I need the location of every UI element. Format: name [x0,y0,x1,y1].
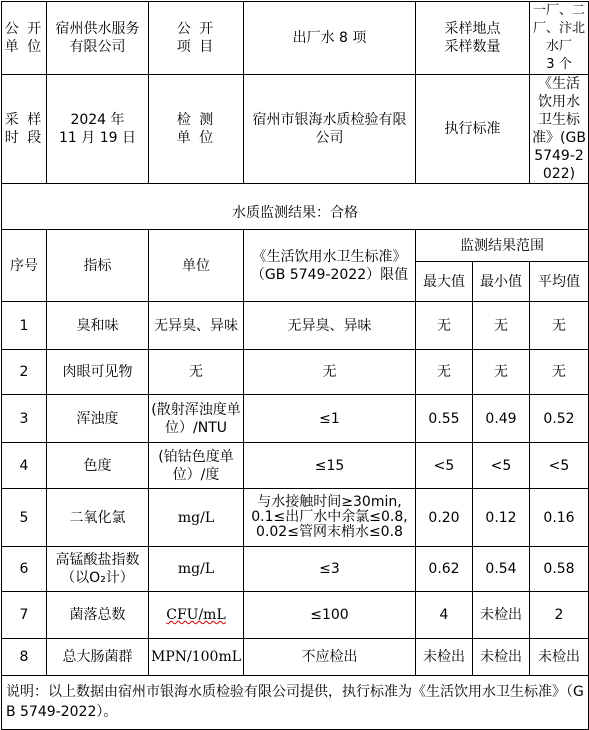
row-min: 无 [473,302,530,350]
row-max: 0.20 [416,489,473,547]
row-index: 1 [2,302,47,350]
col-min-header: 最小值 [473,262,530,302]
row-min: 未检出 [473,592,530,639]
row-indicator: 高锰酸盐指数（以O₂计） [47,547,149,592]
row-index: 7 [2,592,47,639]
row-avg: 0.16 [530,489,589,547]
table-row [2,350,589,395]
col-range-header: 监测结果范围 [416,230,589,262]
public-unit-value: 宿州供水服务有限公司 [47,2,149,75]
water-quality-table [1,1,589,730]
row-limit: ≤3 [244,547,416,592]
public-unit-label: 公 开 单 位 [2,2,47,75]
footnote: 说明：以上数据由宿州市银海水质检验有限公司提供，执行标准为《生活饮用水卫生标准》（GB 5749-2022）。 [2,676,589,730]
row-indicator: 菌落总数 [47,592,149,639]
row-indicator: 浑浊度 [47,395,149,443]
row-min: 0.49 [473,395,530,443]
sampling-period-value: 2024 年 11 月 19 日 [47,75,149,184]
row-unit: mg/L [149,547,244,592]
row-avg: 0.58 [530,547,589,592]
row-index: 4 [2,443,47,489]
table-row [2,639,589,676]
row-unit-cell [149,592,244,639]
row-indicator: 臭和味 [47,302,149,350]
row-avg: 0.52 [530,395,589,443]
row-indicator: 肉眼可见物 [47,350,149,395]
row-unit: (铂钴色度单位）/度 [149,443,244,489]
table-row [2,395,589,443]
row-unit: (散射浑浊度单位）/NTU [149,395,244,443]
sampling-site-label: 采样地点 采样数量 [416,2,530,75]
row-indicator: 二氧化氯 [47,489,149,547]
row-max: 4 [416,592,473,639]
row-limit: ≤15 [244,443,416,489]
standard-value: 《生活饮用水卫生标准》(GB 5749-2022) [530,75,589,184]
row-min: 0.54 [473,547,530,592]
row-limit: 不应检出 [244,639,416,676]
table-row [2,547,589,592]
spacer-row [2,184,589,198]
row-index: 2 [2,350,47,395]
row-min: 0.12 [473,489,530,547]
col-avg-header: 平均值 [530,262,589,302]
row-indicator: 色度 [47,443,149,489]
row-max: 未检出 [416,639,473,676]
row-index: 8 [2,639,47,676]
row-min: <5 [473,443,530,489]
row-unit: 无 [149,350,244,395]
row-limit: ≤1 [244,395,416,443]
row-max: 0.55 [416,395,473,443]
row-index: 3 [2,395,47,443]
row-unit: mg/L [149,489,244,547]
row-avg: 无 [530,302,589,350]
result-line: 水质监测结果：合格 [2,198,589,230]
row-unit: 无异臭、异味 [149,302,244,350]
sampling-period-label: 采 样 时 段 [2,75,47,184]
col-index-header: 序号 [2,230,47,302]
table-row [2,302,589,350]
row-min: 无 [473,350,530,395]
row-min: 未检出 [473,639,530,676]
row-unit: CFU/mL [166,607,226,623]
row-limit: 无异臭、异味 [244,302,416,350]
table-row [2,592,589,639]
row-index: 6 [2,547,47,592]
public-item-label: 公 开 项 目 [149,2,244,75]
row-avg: 2 [530,592,589,639]
col-max-header: 最大值 [416,262,473,302]
row-limit: 无 [244,350,416,395]
row-indicator: 总大肠菌群 [47,639,149,676]
row-index: 5 [2,489,47,547]
col-indicator-header: 指标 [47,230,149,302]
row-avg: 无 [530,350,589,395]
row-limit: ≤100 [244,592,416,639]
inspection-unit-label: 检 测 单 位 [149,75,244,184]
sampling-site-value: 一厂、二厂、汴北水厂 3 个 [530,2,589,75]
row-avg: 未检出 [530,639,589,676]
row-limit: 与水接触时间≥30min, 0.1≤出厂水中余氯≤0.8, 0.02≤管网末梢水≤0.8 [244,489,416,547]
row-max: 0.62 [416,547,473,592]
table-row [2,443,589,489]
table-row [2,489,589,547]
public-item-value: 出厂水 8 项 [244,2,416,75]
row-max: <5 [416,443,473,489]
row-unit: MPN/100mL [149,639,244,676]
col-unit-header: 单位 [149,230,244,302]
row-max: 无 [416,302,473,350]
row-avg: <5 [530,443,589,489]
standard-label: 执行标准 [416,75,530,184]
col-limit-header: 《生活饮用水卫生标准》（GB 5749-2022）限值 [244,230,416,302]
inspection-unit-value: 宿州市银海水质检验有限公司 [244,75,416,184]
row-max: 无 [416,350,473,395]
